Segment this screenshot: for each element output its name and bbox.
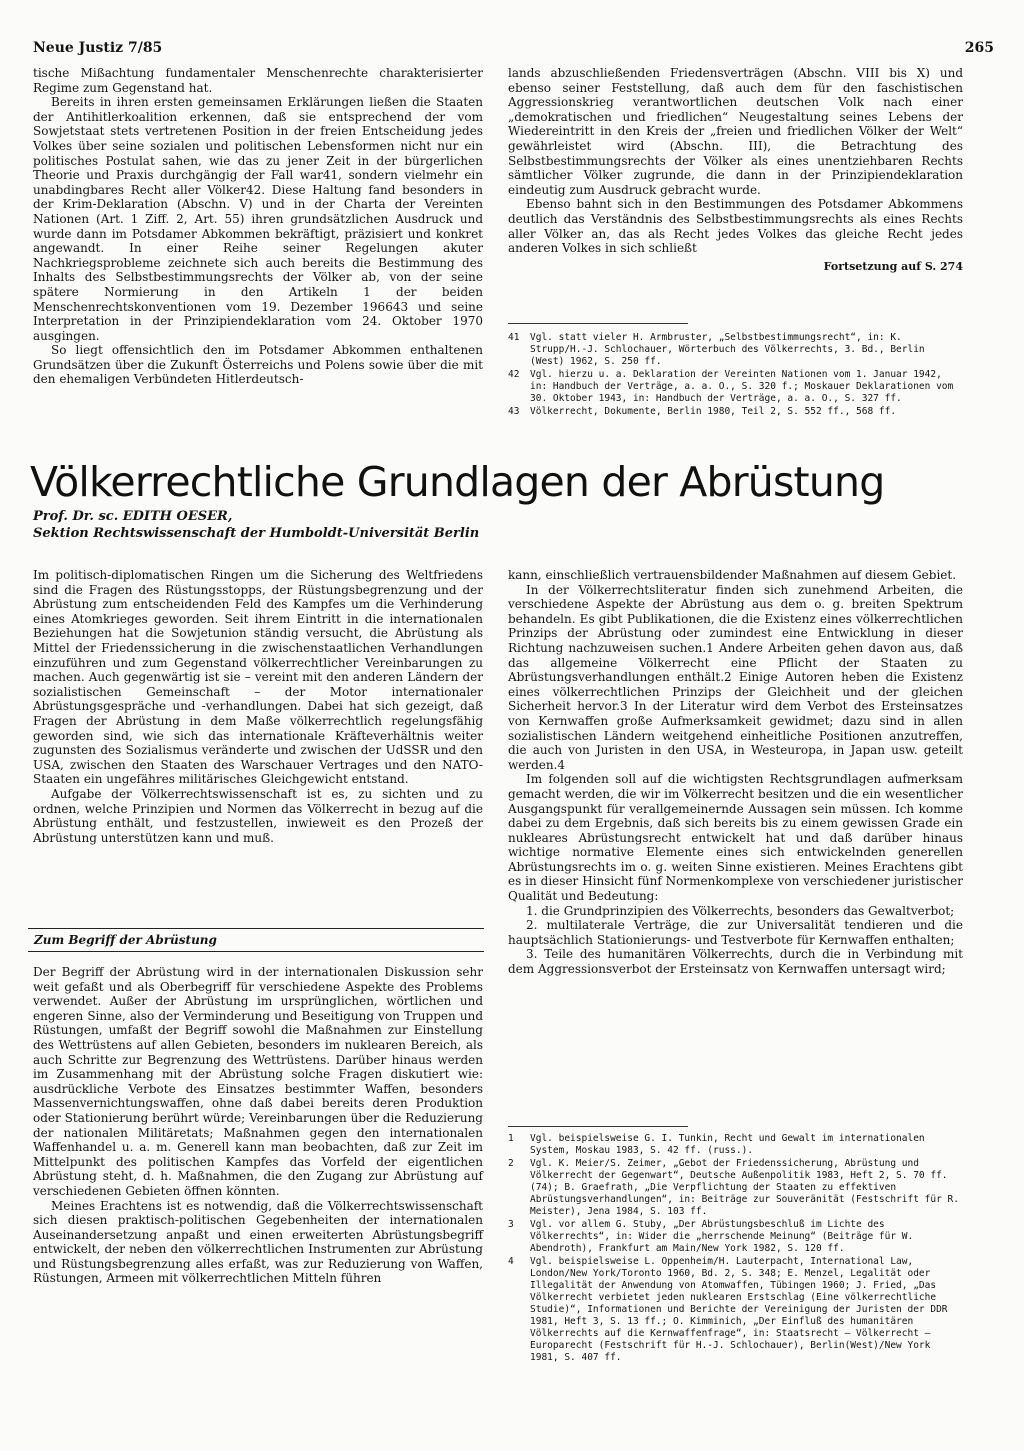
paragraph: Der Begriff der Abrüstung wird in der internationalen Diskussion sehr weit gefaßt und als Oberbegriff für verschiedene Aspekte des Problems verwendet. Außer der Abrüstung im ursprünglichen, wörtlichen und engeren Sinne, also der Verminderung und Beseitigung von Truppen und Rüstungen, umfaßt der Begriff sowohl die Maßnahmen zur Einstellung des Wettrüstens auf allen Gebieten, besonders im nuklearen Bereich, als auch Schritte zur Begrenzung des Wettrüstens. Darüber hinaus werden im Zusammenhang mit der Abrüstung solche Fragen diskutiert wie: ausdrückliche Verbote des Einsatzes bestimmter Waffen, besonders Massenvernichtungswaffen, ohne daß dabei bereits deren Produktion oder Stationierung berührt würde; Vereinbarungen über die Reduzierung der nationalen Militäretats; Maßnahmen gegen den internationalen Waffenhandel u. a. m. Generell kann man beobachten, daß zur Zeit im Mittelpunkt des politischen Kampfes das Vorfeld der eigentlichen Abrüstung steht, d. h. Maßnahmen, die den Zugang zur Abrüstung auf verschiedenen Gebieten öffnen könnten. [33, 965, 483, 1198]
paragraph: Bereits in ihren ersten gemeinsamen Erklärungen ließen die Staaten der Antihitlerkoalition erkennen, daß sie entsprechend der vom Sowjetstaat stets vertretenen Position in der freien Entscheidung jedes Volkes über seine sozialen und politischen Lebensformen nicht nur ein politisches Postulat sahen, wie das zu jener Zeit in der bürgerlichen Theorie und Praxis durchgängig der Fall war41, sondern vielmehr ein unabdingbares Recht aller Völker42. Diese Haltung fand besonders in der Krim-Deklaration (Abschn. V) und in der Charta der Vereinten Nationen (Art. 1 Ziff. 2, Art. 55) ihren grundsätzlichen Ausdruck und wurde dann im Potsdamer Abkommen bekräftigt, präzisiert und konkret angewandt. In einer Reihe seiner Regelungen akuter Nachkriegsprobleme zeichnete sich auch bereits die Bestimmung des Inhalts des Selbstbestimmungsrechts der Völker ab, von der seine spätere Normierung in den Artikeln 1 der beiden Menschenrechtskonventionen vom 19. Dezember 196643 und seine Interpretation in der Prinzipiendeklaration vom 24. Oktober 1970 ausgingen. [33, 95, 483, 343]
footnote [508, 1133, 963, 1157]
footnote [508, 1219, 963, 1255]
footnotes-top [508, 332, 963, 419]
journal-header: Neue Justiz 7/85 [33, 40, 163, 56]
footnote-number: 3 [508, 1219, 514, 1230]
list-item: 2. multilaterale Verträge, die zur Universalität tendieren und die hauptsächlich Stationierungs- und Testverbote für Kernwaffen enthalten; [508, 918, 963, 947]
footnote [508, 332, 963, 368]
footnote [508, 369, 963, 405]
footnotes-bottom [508, 1133, 963, 1365]
footnote-number: 43 [508, 406, 520, 417]
section-subheading: Zum Begriff der Abrüstung [28, 928, 484, 952]
article-right-column [508, 568, 963, 977]
top-right-column [508, 66, 963, 274]
author-block [33, 508, 479, 542]
continuation-note: Fortsetzung auf S. 274 [823, 259, 963, 273]
article-left-column-continued [33, 965, 483, 1286]
footnote [508, 406, 963, 418]
footnote-number: 42 [508, 369, 520, 380]
footnote-number: 4 [508, 1256, 514, 1267]
article-left-column [33, 568, 483, 845]
footnote-number: 2 [508, 1158, 514, 1169]
paragraph: Ebenso bahnt sich in den Bestimmungen des Potsdamer Abkommens deutlich das Verständnis des Selbstbestimmungsrechts als eines Rechts aller Völker an, das als Recht jedes Volkes das gleiche Recht jedes anderen Volkes in sich schließt [508, 197, 963, 256]
page-number: 265 [964, 40, 994, 56]
list-item: 1. die Grundprinzipien des Völkerrechts, besonders das Gewaltverbot; [526, 903, 955, 918]
author-name: Prof. Dr. sc. EDITH OESER, [33, 509, 233, 524]
paragraph: In der Völkerrechtsliteratur finden sich zunehmend Arbeiten, die verschiedene Aspekte der Abrüstung aus dem o. g. breiten Spektrum behandeln. Es gibt Publikationen, die die Existenz eines völkerrechtlichen Prinzips der Abrüstung oder zumindest eine Entwicklung in dieser Richtung nachzuweisen suchen.1 Andere Arbeiten gehen davon aus, daß das allgemeine Völkerrecht eine Pflicht der Staaten zu Abrüstungsverhandlungen enthält.2 Einige Autoren heben die Existenz eines völkerrechtlichen Prinzips der Gleichheit und der gleichen Sicherheit hervor.3 In der Literatur wird dem Verbot des Ersteinsatzes von Kernwaffen große Aufmerksamkeit gewidmet; dazu sind in allen sozialistischen Ländern weitgehend einheitliche Positionen anzutreffen, die auch von Juristen in den USA, in Westeuropa, in Japan usw. geteilt werden.4 [508, 582, 963, 772]
top-left-column [33, 66, 483, 387]
footnote [508, 1158, 963, 1218]
footnote-text: Vgl. vor allem G. Stuby, „Der Abrüstungsbeschluß im Lichte des Völkerrechts“, in: Wider die „herrschende Meinung“ (Beiträge für W. Abendroth), Frankfurt am Main/New York 1982, S. 120 ff. [530, 1219, 914, 1254]
footnote-number: 1 [508, 1133, 514, 1144]
paragraph: So liegt offensichtlich den im Potsdamer Abkommen enthaltenen Grundsätzen über die Zukunft Österreichs und Polens sowie über die mit den ehemaligen Verbündeten Hitlerdeutsch- [33, 343, 483, 387]
footnote-text: Vgl. beispielsweise G. I. Tunkin, Recht und Gewalt im internationalen System, Moskau 1983, S. 42 ff. (russ.). [530, 1133, 925, 1156]
paragraph: Im folgenden soll auf die wichtigsten Rechtsgrundlagen aufmerksam gemacht werden, die wir im Völkerrecht besitzen und die ein wesentlicher Ausgangspunkt für verallgemeinernde Aussagen sein müssen. Ich komme dabei zu dem Ergebnis, daß sich bereits bis zu einem gewissen Grade ein nukleares Abrüstungsrecht entwickelt hat und daß darüber hinaus wichtige normative Elemente eines sich entwickelnden generellen Abrüstungsrechts im o. g. weiten Sinne existieren. Meines Erachtens gibt es in dieser Hinsicht fünf Normenkomplexe von verschiedener juristischer Qualität und Bedeutung: [508, 772, 963, 904]
footnote-text: Vgl. statt vieler H. Armbruster, „Selbstbestimmungsrecht“, in: K. Strupp/H.-J. Schlochauer, Wörterbuch des Völkerrechts, 3. Bd., Berlin (West) 1962, S. 250 ff. [530, 332, 925, 367]
footnote [508, 1256, 963, 1364]
paragraph: kann, einschließlich vertrauensbildender Maßnahmen auf diesem Gebiet. [508, 568, 957, 582]
footnote-number: 41 [508, 332, 520, 343]
author-affiliation: Sektion Rechtswissenschaft der Humboldt-Universität Berlin [33, 526, 480, 541]
footnote-text: Vgl. hierzu u. a. Deklaration der Vereinten Nationen vom 1. Januar 1942, in: Handbuch der Verträge, a. a. O., S. 320 f.; Moskauer Deklarationen vom 30. Oktober 1943, in: Handbuch der Verträge, a. a. O., S. 327 ff. [530, 369, 954, 404]
paragraph: lands abzuschließenden Friedensverträgen (Abschn. VIII bis X) und ebenso seiner Feststellung, daß auch dem für den faschistischen Aggressionskrieg verantwortlichen deutschen Volk nach einer „demokratischen und friedlichen“ Neugestaltung seines Lebens der Wiedereintritt in den Kreis der „freien und friedlichen Völker der Welt“ gewährleistet wird (Abschn. III), die Betrachtung des Selbstbestimmungsrechts der Völker als eines unentziehbaren Rechts sämtlicher Völker zugrunde, die dann in der Prinzipiendeklaration eindeutig zum Ausdruck gebracht wurde. [508, 66, 963, 197]
paragraph: Aufgabe der Völkerrechtswissenschaft ist es, zu sichten und zu ordnen, welche Prinzipien und Normen das Völkerrecht in bezug auf die Abrüstung enthält, und festzustellen, inwieweit es den Prozeß der Abrüstung unterstützen kann und muß. [33, 786, 483, 845]
footnote-text: Vgl. beispielsweise L. Oppenheim/H. Lauterpacht, International Law, London/New York/Toronto 1960, Bd. 2, S. 348; E. Menzel, Legalität oder Illegalität der Anwendung von Atomwaffen, Tübingen 1960; J. Fried, „Das Völkerrecht verbietet jeden nuklearen Erstschlag (Eine völkerrechtliche Studie)“, Informationen und Berichte der Vereinigung der Juristen der DDR 1981, Heft 3, S. 13 ff.; O. Kimminich, „Der Einfluß des humanitären Völkerrechts auf die Kernwaffenfrage“, in: Staatsrecht – Völkerrecht – Europarecht (Festschrift für H.-J. Schlochauer), Berlin(West)/New York 1981, S. 407 ff. [530, 1256, 948, 1363]
footnote-text: Völkerrecht, Dokumente, Berlin 1980, Teil 2, S. 552 ff., 568 ff. [530, 406, 897, 417]
paragraph: tische Mißachtung fundamentaler Menschenrechte charakterisierter Regime zum Gegenstand hat. [33, 66, 483, 95]
footnote-divider [508, 323, 688, 324]
paragraph: Im politisch-diplomatischen Ringen um die Sicherung des Weltfriedens sind die Fragen des Rüstungsstopps, der Rüstungsbegrenzung und der Abrüstung zum entscheidenden Feld des Kampfes um die Verhinderung eines Atomkrieges geworden. Seit ihrem Eintritt in die internationalen Beziehungen hat die Sowjetunion ständig versucht, die Abrüstung als Mittel der Friedenssicherung in die zwischenstaatlichen Verhandlungen einzuführen und zum Gegenstand völkerrechtlicher Vereinbarungen zu machen. Auch gegenwärtig ist sie – vereint mit den anderen Ländern der sozialistischen Gemeinschaft – der Motor internationaler Abrüstungsgespräche und -verhandlungen. Dabei hat sich gezeigt, daß Fragen der Abrüstung in dem Maße völkerrechtlich regelungsfähig geworden sind, wie sich das internationale Kräfteverhältnis weiter zugunsten des Sozialismus veränderte und zwischen der UdSSR und den USA, zwischen den Staaten des Warschauer Vertrages und den NATO-Staaten ein ungefähres militärisches Gleichgewicht entstand. [33, 568, 483, 787]
list-item: 3. Teile des humanitären Völkerrechts, durch die in Verbindung mit dem Aggressionsverbot der Ersteinsatz von Kernwaffen untersagt wird; [508, 947, 963, 977]
footnote-text: Vgl. K. Meier/S. Zeimer, „Gebot der Friedenssicherung, Abrüstung und Völkerrecht der Gegenwart“, Deutsche Außenpolitik 1983, Heft 2, S. 70 ff. (74); B. Graefrath, „Die Verpflichtung der Staaten zu effektiven Abrüstungsverhandlungen“, in: Beiträge zur Souveränität (Festschrift für R. Meister), Jena 1984, S. 103 ff. [530, 1158, 959, 1217]
footnote-divider [508, 1126, 688, 1127]
paragraph: Meines Erachtens ist es notwendig, daß die Völkerrechtswissenschaft sich diesen praktisch-politischen Gegebenheiten der internationalen Auseinandersetzung anpaßt und einen erweiterten Abrüstungsbegriff entwickelt, der neben den völkerrechtlichen Instrumenten zur Abrüstung und Rüstungsbegrenzung alles erfaßt, was zur Reduzierung von Waffen, Rüstungen, Armeen mit völkerrechtlichen Mitteln führen [33, 1198, 483, 1286]
article-title: Völkerrechtliche Grundlagen der Abrüstung [30, 458, 885, 506]
